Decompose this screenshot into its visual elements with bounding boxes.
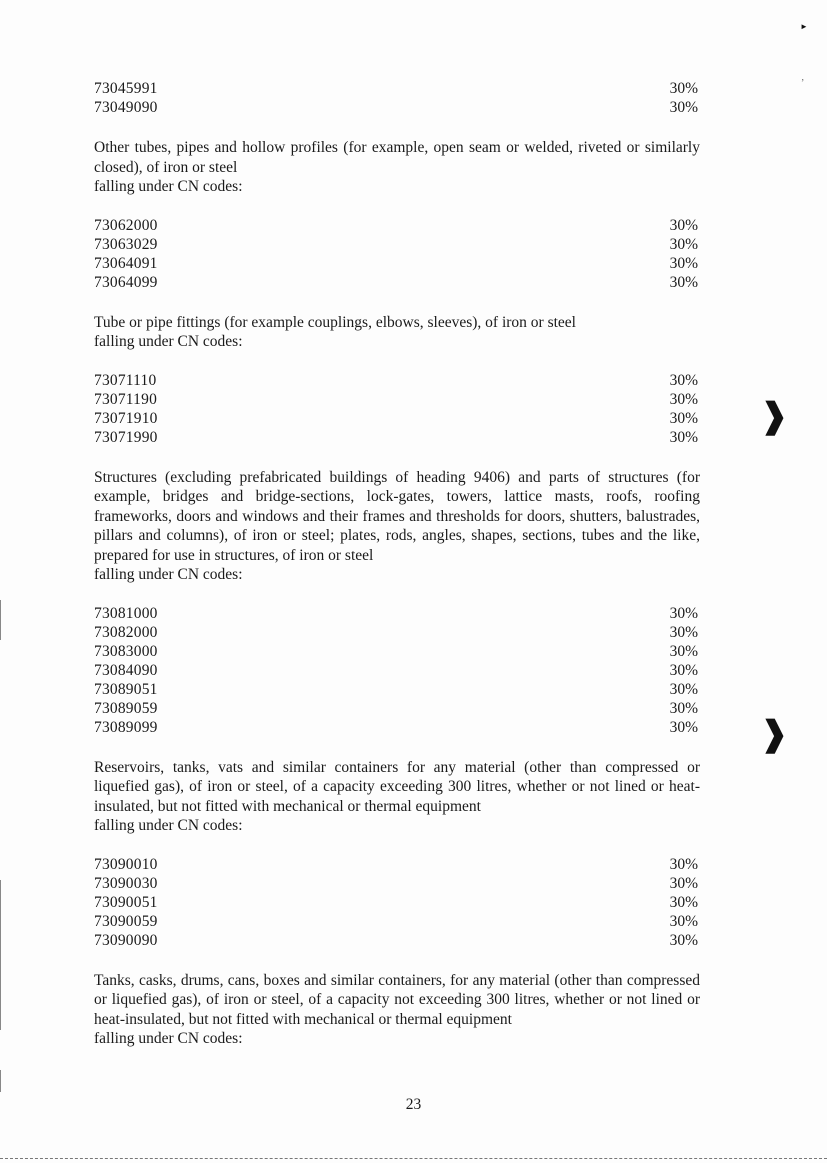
- code-row: [94, 371, 700, 390]
- page-content: [94, 79, 700, 1049]
- section-description: Structures (excluding prefabricated buildings of heading 9406) and parts of structures (for example, bridges and bridge-sections, lock-gates, towers, lattice masts, roofs, roofing frameworks, doors and windows and their frames and thresholds for doors, shutters, balustrades, pillars and columns), of iron or steel; plates, rods, angles, shapes, sections, tubes and the like, prepared for use in structures, of iron or steel: [94, 468, 700, 564]
- section-description: Reservoirs, tanks, vats and similar containers for any material (other than compressed or liquefied gas), of iron or steel, of a capacity exceeding 300 litres, whether or not lined or heat-insulated, but not fitted with mechanical or thermal equipment: [94, 758, 700, 815]
- rate: 30%: [669, 235, 698, 253]
- cn-code: 73062000: [94, 216, 158, 234]
- code-row: [94, 216, 700, 235]
- cn-code: 73071190: [94, 390, 158, 408]
- cn-code: 73090090: [94, 931, 158, 949]
- cn-code: 73089099: [94, 718, 158, 736]
- punch-hole-icon: ❱: [760, 398, 789, 435]
- section-description: Tanks, casks, drums, cans, boxes and similar containers, for any material (other than compressed or liquefied gas), of iron or steel, of a capacity not exceeding 300 litres, whether or not lined or heat-insulated, but not fitted with mechanical or thermal equipment: [94, 971, 700, 1028]
- falling-under-label: falling under CN codes:: [94, 1030, 243, 1047]
- code-row: [94, 699, 700, 718]
- cn-code: 73089051: [94, 680, 158, 698]
- rate: 30%: [669, 428, 698, 446]
- falling-under-label: falling under CN codes:: [94, 566, 243, 583]
- cn-code: 73090051: [94, 893, 158, 911]
- rate: 30%: [669, 912, 698, 930]
- code-row: [94, 874, 700, 893]
- scan-edge-line: [0, 600, 1, 640]
- code-row: [94, 931, 700, 950]
- rate: 30%: [669, 80, 698, 97]
- rate: 30%: [669, 371, 698, 389]
- scan-mark-icon: ‚: [801, 72, 805, 83]
- section-description: Tube or pipe fittings (for example couplings, elbows, sleeves), of iron or steel: [94, 313, 576, 331]
- rate: 30%: [669, 893, 698, 911]
- cn-code: 73064091: [94, 254, 158, 272]
- falling-under-label: falling under CN codes:: [94, 178, 243, 195]
- code-row: [94, 254, 700, 273]
- cn-code: 73081000: [94, 604, 158, 622]
- section-description: Other tubes, pipes and hollow profiles (for example, open seam or welded, riveted or similarly closed), of iron or steel: [94, 139, 700, 176]
- rate: 30%: [669, 273, 698, 291]
- rate: 30%: [669, 699, 698, 717]
- code-row: [94, 409, 700, 428]
- cn-code: 73071990: [94, 428, 158, 446]
- falling-under-label: falling under CN codes:: [94, 817, 243, 834]
- code-row: [94, 718, 700, 737]
- code-row: [94, 893, 700, 912]
- rate: 30%: [669, 390, 698, 408]
- code-row: [94, 623, 700, 642]
- rate: 30%: [669, 216, 698, 234]
- scan-edge-line: [0, 880, 1, 1030]
- code-list: [94, 216, 700, 292]
- code-row: [94, 642, 700, 661]
- code-row: [94, 680, 700, 699]
- rate: 30%: [669, 604, 698, 622]
- cn-code: 73090010: [94, 855, 158, 873]
- cn-code: 73090059: [94, 912, 158, 930]
- cn-code: 73049090: [94, 99, 158, 116]
- code-list: [94, 855, 700, 950]
- cn-code: 73071910: [94, 409, 158, 427]
- cn-code: 73084090: [94, 661, 158, 679]
- code-row: [94, 428, 700, 447]
- code-row: [94, 390, 700, 409]
- falling-under-label: falling under CN codes:: [94, 333, 243, 350]
- rate: 30%: [669, 718, 698, 736]
- code-row: [94, 79, 700, 98]
- page-bottom-edge: [0, 1158, 827, 1159]
- punch-hole-icon: ❱: [760, 716, 789, 753]
- code-list: [94, 371, 700, 447]
- scan-edge-line: [0, 1070, 1, 1092]
- rate: 30%: [669, 931, 698, 949]
- page-number: 23: [405, 1096, 422, 1113]
- cn-code: 73071110: [94, 371, 157, 389]
- code-row: [94, 855, 700, 874]
- code-list: [94, 79, 700, 117]
- rate: 30%: [669, 680, 698, 698]
- code-row: [94, 98, 700, 117]
- scan-mark-icon: ►: [800, 22, 808, 31]
- cn-code: 73063029: [94, 235, 158, 253]
- code-list: [94, 604, 700, 737]
- rate: 30%: [669, 99, 698, 116]
- rate: 30%: [669, 409, 698, 427]
- rate: 30%: [669, 623, 698, 641]
- rate: 30%: [669, 661, 698, 679]
- rate: 30%: [669, 254, 698, 272]
- cn-code: 73089059: [94, 699, 158, 717]
- cn-code: 73082000: [94, 623, 158, 641]
- code-row: [94, 273, 700, 292]
- code-row: [94, 235, 700, 254]
- code-row: [94, 604, 700, 623]
- code-row: [94, 912, 700, 931]
- cn-code: 73064099: [94, 273, 158, 291]
- rate: 30%: [669, 855, 698, 873]
- cn-code: 73083000: [94, 642, 158, 660]
- cn-code: 73090030: [94, 874, 158, 892]
- rate: 30%: [669, 642, 698, 660]
- rate: 30%: [669, 874, 698, 892]
- code-row: [94, 661, 700, 680]
- cn-code: 73045991: [94, 80, 158, 97]
